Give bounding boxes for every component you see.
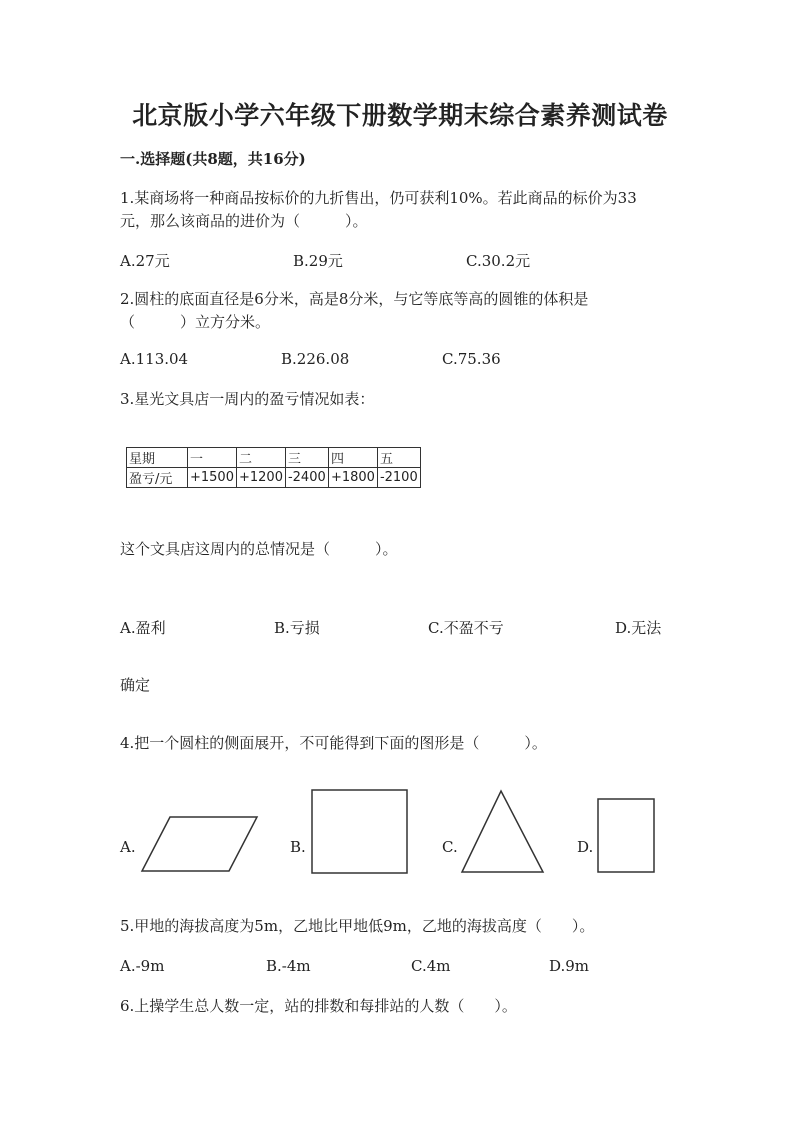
- question-2-option-c: C.75.36: [442, 350, 501, 368]
- question-3-option-a: A.盈利: [120, 619, 166, 637]
- question-5-option-d: D.9m: [549, 957, 590, 975]
- question-1-line-1: 1.某商场将一种商品按标价的九折售出，仍可获利10%。若此商品的标价为33: [120, 189, 637, 207]
- question-2-option-a: A.113.04: [120, 350, 189, 368]
- triangle-shape: [460, 789, 546, 875]
- question-5-option-c: C.4m: [411, 957, 451, 975]
- table-row: [127, 468, 421, 488]
- question-3-line-1: 3.星光文具店一周内的盈亏情况如表：: [120, 390, 375, 408]
- question-4-label-a: A.: [120, 838, 136, 856]
- square-shape: [310, 788, 410, 876]
- question-3-option-d: D.无法: [615, 619, 662, 637]
- table-cell: +1800: [328, 468, 377, 488]
- table-cell: 盈亏/元: [127, 468, 188, 488]
- question-3-option-c: C.不盈不亏: [428, 619, 504, 637]
- table-cell: -2100: [377, 468, 420, 488]
- question-4-label-d: D.: [577, 838, 594, 856]
- table-cell: +1500: [188, 468, 237, 488]
- table-cell: 一: [188, 448, 237, 468]
- page-title: 北京版小学六年级下册数学期末综合素养测试卷: [132, 101, 668, 130]
- question-3-option-d-continued: 确定: [120, 676, 151, 694]
- table-cell: -2400: [285, 468, 328, 488]
- question-4-label-c: C.: [442, 838, 458, 856]
- table-cell: 五: [377, 448, 420, 468]
- question-3-option-b: B.亏损: [274, 619, 320, 637]
- table-cell: +1200: [236, 468, 285, 488]
- question-5-option-a: A.-9m: [120, 957, 165, 975]
- question-1-option-a: A.27元: [120, 252, 170, 270]
- profit-loss-table: [126, 447, 421, 488]
- question-6-line-1: 6.上操学生总人数一定，站的排数和每排站的人数（ ）。: [120, 997, 517, 1015]
- parallelogram-shape: [140, 815, 260, 875]
- table-cell: 三: [285, 448, 328, 468]
- question-5-option-b: B.-4m: [266, 957, 311, 975]
- question-2-line-2: （ ）立方分米。: [120, 313, 271, 331]
- question-2-line-1: 2.圆柱的底面直径是6分米，高是8分米，与它等底等高的圆锥的体积是: [120, 290, 589, 308]
- table-cell: 二: [236, 448, 285, 468]
- question-3-line-2: 这个文具店这周内的总情况是（ ）。: [120, 540, 398, 558]
- question-1-option-c: C.30.2元: [466, 252, 531, 270]
- table-header-row: [127, 448, 421, 468]
- table-cell: 星期: [127, 448, 188, 468]
- question-5-line-1: 5.甲地的海拔高度为5m，乙地比甲地低9m，乙地的海拔高度（ ）。: [120, 917, 595, 935]
- section-heading: 一.选择题(共8题，共16分): [120, 150, 306, 168]
- question-2-option-b: B.226.08: [281, 350, 350, 368]
- question-4-label-b: B.: [290, 838, 306, 856]
- rectangle-shape: [596, 797, 658, 875]
- table-cell: 四: [328, 448, 377, 468]
- question-1-line-2: 元，那么该商品的进价为（ ）。: [120, 212, 368, 230]
- question-1-option-b: B.29元: [293, 252, 343, 270]
- question-4-line-1: 4.把一个圆柱的侧面展开，不可能得到下面的图形是（ ）。: [120, 734, 547, 752]
